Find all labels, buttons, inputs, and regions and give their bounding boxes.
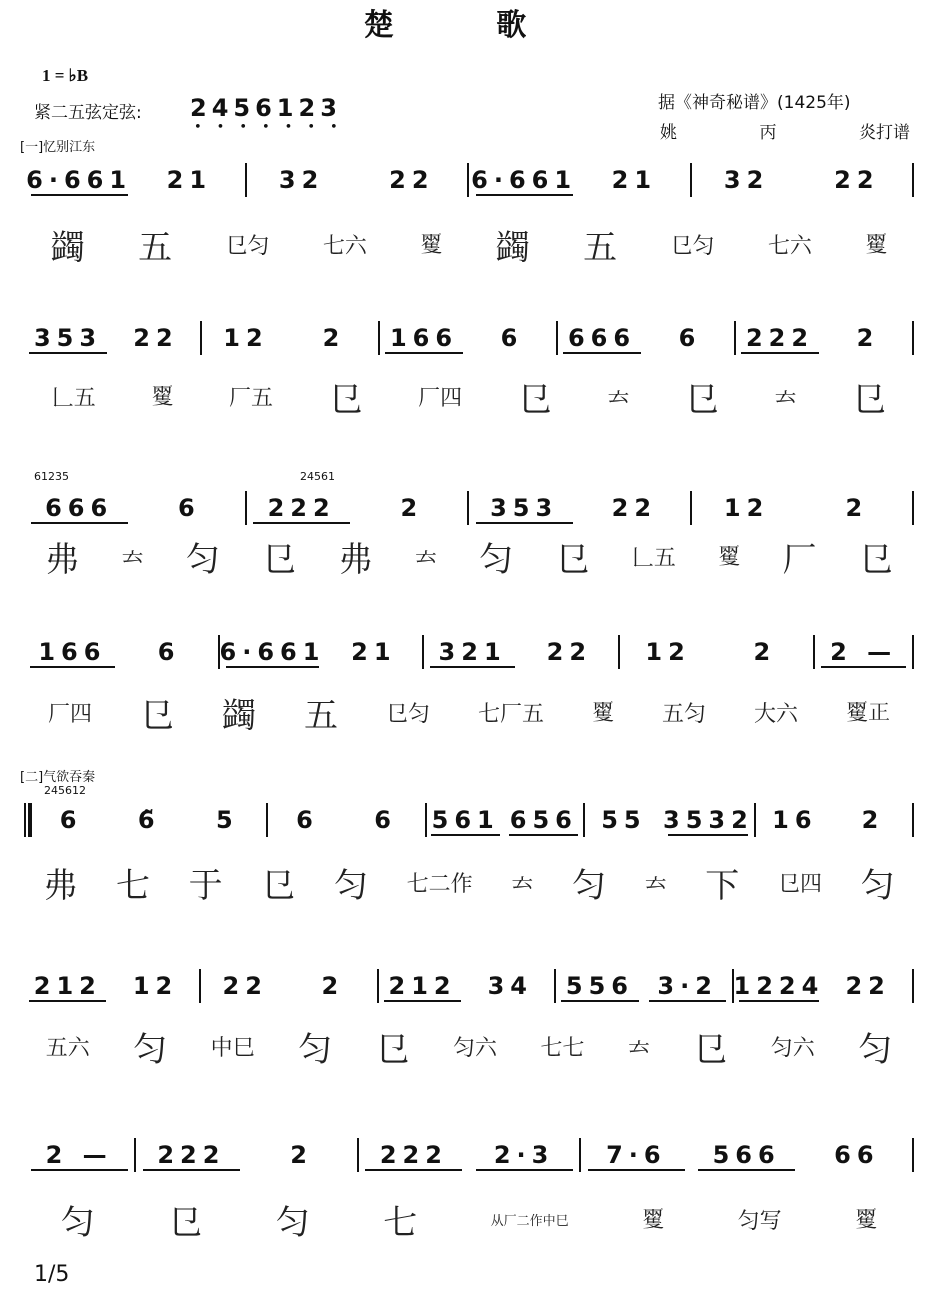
jianzi-glyph: 弗 — [43, 866, 78, 906]
notation-row — [24, 966, 914, 1006]
jianzi-glyph: 厂五 — [228, 386, 273, 411]
note-group: 556 — [556, 972, 644, 1000]
note-group: 66 — [834, 1141, 880, 1169]
note-group: 2 — [400, 494, 424, 522]
jianzi-glyph: 㔾 — [555, 540, 590, 580]
jianzi-glyph: 匀 — [571, 866, 606, 906]
note-group: 12 — [223, 324, 269, 352]
note-group: 12 — [723, 494, 770, 522]
notation-row — [24, 1135, 914, 1175]
barline — [912, 163, 914, 197]
barline — [912, 803, 914, 837]
jianzi-glyph: 大六 — [753, 702, 798, 727]
note-group: 2 — — [24, 1141, 134, 1169]
note-group: 6·661 — [24, 166, 134, 194]
note-group: 6·661 — [469, 166, 579, 194]
jianzi-glyph: 厂四 — [418, 386, 463, 411]
note-group: 222 — [359, 1141, 469, 1169]
jianzi-glyph: 𠃊五 — [631, 546, 676, 571]
jianzi-glyph: 㔾 — [375, 1030, 410, 1070]
jianzi-glyph: 㔾 — [328, 380, 363, 420]
jianzi-glyph: 匀 — [858, 1030, 893, 1070]
jianzi-glyph: 𩀝 — [591, 701, 614, 726]
jianzi-glyph: 五匀 — [661, 702, 706, 727]
jianzi-glyph: 七六 — [767, 234, 812, 259]
note-group: 12 — [132, 972, 179, 1000]
jianzi-glyph: 㔾匀 — [385, 702, 430, 727]
jianzi-glyph: 厂 — [782, 540, 817, 580]
jianzi-glyph: 蠲 — [50, 228, 85, 268]
jianzi-glyph: 𠫓 — [644, 872, 667, 897]
note-group: 212 — [24, 972, 112, 1000]
jianzi-glyph: 匀 — [185, 540, 220, 580]
note-group: 22 — [845, 972, 891, 1000]
note-group: 6 — [178, 494, 201, 522]
notation-row — [24, 488, 914, 528]
note-group: 561 — [427, 806, 505, 834]
note-group: 21 — [611, 166, 658, 194]
note-group: 6 — [157, 638, 181, 666]
note-group: 21 — [166, 166, 213, 194]
note-group: 222 — [736, 324, 824, 352]
jianzi-glyph: 厂四 — [47, 702, 92, 727]
jianzipu-row — [24, 1195, 914, 1244]
barline — [912, 635, 914, 669]
jianzi-glyph: 㔾 — [693, 1030, 728, 1070]
jianzi-glyph: 𠫓 — [627, 1036, 650, 1061]
jianzipu-row — [24, 532, 914, 581]
jianzi-glyph: 匀六 — [452, 1036, 497, 1061]
jianzi-glyph: 㔾 — [261, 866, 296, 906]
note-group: 212 — [379, 972, 467, 1000]
grace-notes-1: 61235 — [34, 470, 69, 483]
key-signature: 1 = ♭B — [42, 66, 89, 85]
note-group: 656 — [505, 806, 583, 834]
jianzi-glyph: 𠫓 — [121, 546, 144, 571]
arranger-part: 丙 — [759, 123, 777, 143]
jianzi-glyph: 七六 — [322, 234, 367, 259]
jianzi-glyph: 弗 — [45, 540, 80, 580]
jianzi-glyph: 𩀝正 — [845, 701, 890, 726]
jianzi-glyph: 五 — [583, 228, 618, 268]
barline — [912, 1138, 914, 1172]
tuning-notes: 2456123 — [190, 94, 342, 122]
note-group: 5 — [215, 806, 239, 834]
jianzi-glyph: 七 — [115, 866, 150, 906]
note-group: 321 — [424, 638, 521, 666]
jianzi-glyph: 匀 — [333, 866, 368, 906]
note-group: 666 — [24, 494, 134, 522]
jianzi-glyph: 㔾 — [517, 380, 552, 420]
arranger-part: 姚 — [660, 123, 677, 143]
note-group: 222 — [247, 494, 357, 522]
note-group: 2 — [322, 324, 346, 352]
jianzi-glyph: 蠲 — [495, 228, 530, 268]
notation-row — [24, 160, 914, 200]
jianzi-glyph: 七 — [383, 1203, 418, 1243]
arranger-credit — [660, 118, 910, 143]
jianzi-glyph: 𩀝 — [420, 233, 443, 258]
page-title: 楚 歌 — [363, 8, 573, 43]
jianzi-glyph: 𠃊五 — [51, 386, 96, 411]
note-group: 22 — [389, 166, 435, 194]
tuning-dots: ••••••• — [194, 120, 353, 135]
jianzi-glyph: 𠫓 — [511, 872, 534, 897]
jianzi-glyph: 七七 — [540, 1036, 585, 1061]
note-group: 2 — [321, 972, 345, 1000]
note-group: 2 — — [815, 638, 912, 666]
jianzi-glyph: 㔾匀 — [225, 234, 270, 259]
note-group: 6 — [374, 806, 397, 834]
jianzi-glyph: 𠫓 — [414, 546, 437, 571]
note-group: 6 — [500, 324, 524, 352]
section-heading-2: [二]气欲吞秦 — [20, 770, 96, 785]
note-group: 22 — [133, 324, 179, 352]
note-group: 21 — [351, 638, 397, 666]
note-group: 16 — [772, 806, 818, 834]
note-group: 1224 — [733, 972, 825, 1000]
jianzi-glyph: 蠲 — [221, 696, 256, 736]
barline — [912, 491, 914, 525]
note-group: 22 — [611, 494, 658, 522]
jianzi-glyph: 匀写 — [737, 1209, 782, 1234]
note-group: 22 — [222, 972, 268, 1000]
note-group: 2 — [856, 324, 880, 352]
note-group: 666 — [558, 324, 646, 352]
jianzi-glyph: 从厂二作中巳 — [490, 1214, 569, 1229]
jianzi-glyph: 中巳 — [210, 1036, 255, 1061]
jianzi-glyph: 𩀝 — [151, 385, 174, 410]
jianzi-glyph: 下 — [705, 866, 740, 906]
jianzi-glyph: 五 — [138, 228, 173, 268]
notation-row — [24, 800, 914, 840]
jianzi-glyph: 五六 — [45, 1036, 90, 1061]
notation-row — [24, 632, 914, 672]
arranger-part: 炎打谱 — [859, 123, 910, 143]
jianzi-glyph: 㔾匀 — [670, 234, 715, 259]
jianzipu-row — [24, 372, 914, 421]
note-group: 6̃ — [137, 806, 161, 834]
grace-notes-3: 245612 — [44, 784, 86, 797]
note-group: 32 — [723, 166, 770, 194]
jianzi-glyph: 匀 — [133, 1030, 168, 1070]
note-group: 222 — [136, 1141, 246, 1169]
note-group: 6 — [296, 806, 319, 834]
note-group: 566 — [692, 1141, 802, 1169]
note-group: 353 — [24, 324, 112, 352]
barline — [912, 969, 914, 1003]
jianzi-glyph: 于 — [188, 866, 223, 906]
jianzi-glyph: 匀 — [275, 1203, 310, 1243]
note-group: 22 — [834, 166, 880, 194]
note-group: 6 — [678, 324, 702, 352]
note-group: 2 — [845, 494, 869, 522]
barline — [912, 321, 914, 355]
note-group: 34 — [487, 972, 533, 1000]
note-group: 7·6 — [581, 1141, 691, 1169]
source-citation: 据《神奇秘谱》(1425年) — [658, 93, 851, 113]
jianzi-glyph: 七二作 — [406, 872, 473, 897]
note-group: 166 — [380, 324, 468, 352]
jianzi-glyph: 㔾四 — [777, 872, 822, 897]
jianzi-glyph: 匀 — [60, 1203, 95, 1243]
notation-row — [24, 318, 914, 358]
jianzi-glyph: 𠫓 — [607, 386, 630, 411]
note-group: 22 — [546, 638, 593, 666]
note-group: 2 — [861, 806, 885, 834]
jianzi-glyph: 匀 — [298, 1030, 333, 1070]
page-number: 1/5 — [34, 1262, 70, 1287]
jianzipu-row — [24, 688, 914, 737]
note-group: 166 — [24, 638, 121, 666]
jianzi-glyph: 㔾 — [852, 380, 887, 420]
jianzi-glyph: 七厂五 — [477, 702, 544, 727]
note-group: 6·661 — [219, 638, 326, 666]
jianzi-glyph: 匀 — [479, 540, 514, 580]
note-group: 2 — [290, 1141, 313, 1169]
grace-notes-2: 24561 — [300, 470, 335, 483]
note-group: 3·2 — [644, 972, 732, 1000]
jianzi-glyph: 五 — [303, 696, 338, 736]
note-group: 55 — [601, 806, 647, 834]
jianzi-glyph: 匀 — [860, 866, 895, 906]
repeat-start-barline — [24, 803, 32, 837]
jianzi-glyph: 㔾 — [262, 540, 297, 580]
jianzi-glyph: 㔾 — [168, 1203, 203, 1243]
note-group: 2 — [753, 638, 777, 666]
section-heading-1: [一]忆别江东 — [20, 140, 96, 155]
jianzi-glyph: 匀六 — [770, 1036, 815, 1061]
jianzi-glyph: 𩀝 — [718, 545, 741, 570]
jianzi-glyph: 㔾 — [139, 696, 174, 736]
jianzi-glyph: 𩀝 — [855, 1208, 878, 1233]
jianzi-glyph: 㔾 — [684, 380, 719, 420]
note-group: 12 — [645, 638, 691, 666]
jianzipu-row — [24, 858, 914, 907]
jianzi-glyph: 𩀝 — [642, 1208, 665, 1233]
jianzi-glyph: 㔾 — [858, 540, 893, 580]
jianzi-glyph: 弗 — [338, 540, 373, 580]
jianzipu-row — [24, 1022, 914, 1071]
jianzi-glyph: 𩀝 — [865, 233, 888, 258]
tuning-label: 紧二五弦定弦: — [34, 103, 142, 123]
note-group: 3532 — [663, 806, 754, 834]
note-group: 2·3 — [469, 1141, 579, 1169]
jianzipu-row — [24, 220, 914, 269]
note-group: 6 — [59, 806, 83, 834]
note-group: 353 — [469, 494, 579, 522]
jianzi-glyph: 𠫓 — [774, 386, 797, 411]
note-group: 32 — [278, 166, 325, 194]
